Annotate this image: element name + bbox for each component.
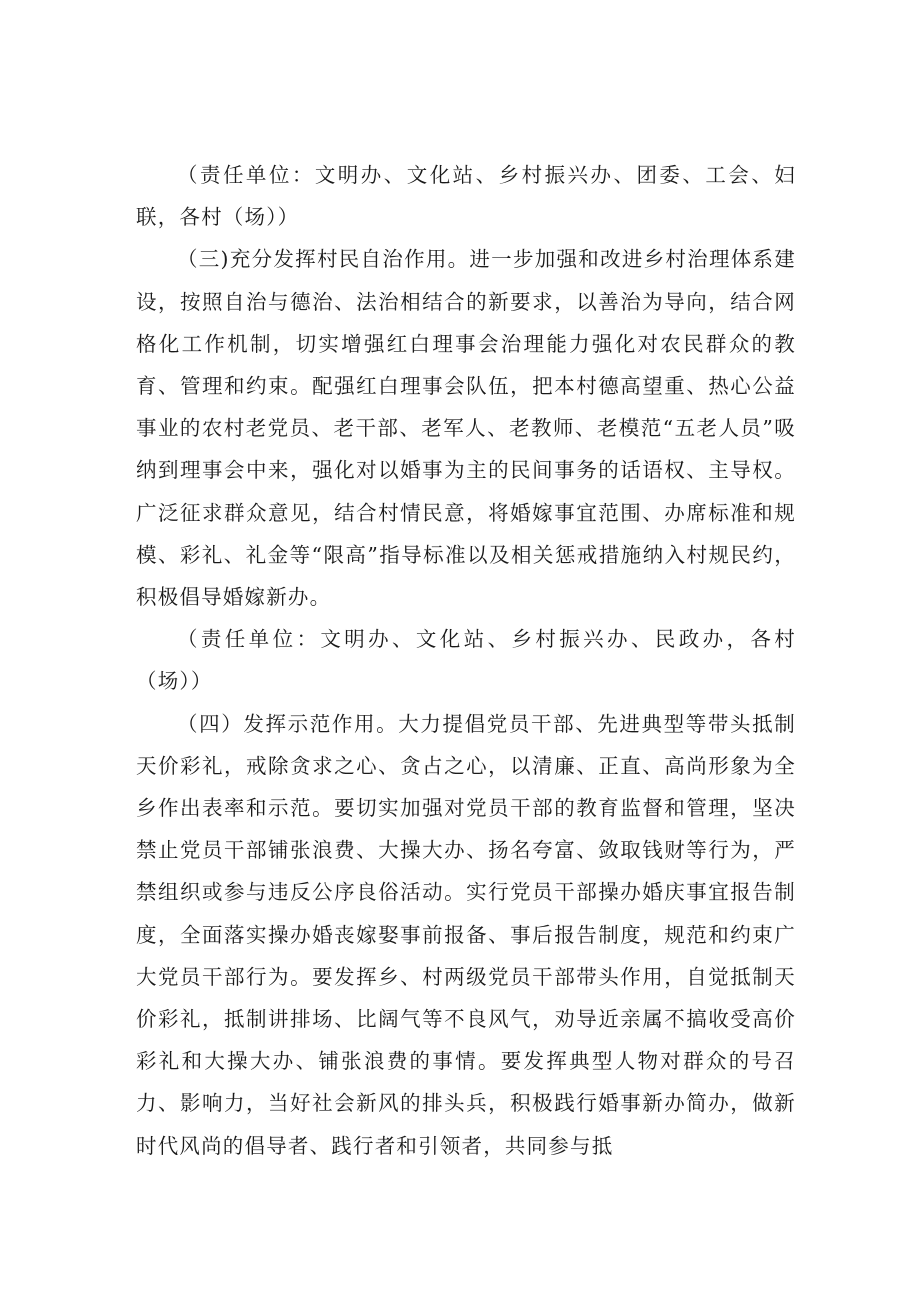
paragraph-responsibility-units-1: （责任单位：文明办、文化站、乡村振兴办、团委、工会、妇联，各村（场）） [136,163,796,230]
paragraph-section-three: （三)充分发挥村民自治作用。进一步加强和改进乡村治理体系建设，按照自治与德治、法治相结合的新要求，以善治为导向，结合网格化工作机制，切实增强红白理事会治理能力强化对农民群众的教育、管理和约束。配强红白理事会队伍，把本村德高望重、热心公益事业的农村老党员、老干部、老军人、老教师、老模范“五老人员”吸纳到理事会中来，强化对以婚事为主的民间事务的话语权、主导权。广泛征求群众意见，结合村情民意，将婚嫁事宜范围、办席标准和规模、彩礼、礼金等“限高”指导标准以及相关惩戒措施纳入村规民约，积极倡导婚嫁新办。 [136,247,796,610]
paragraph-responsibility-units-2: （责任单位：文明办、文化站、乡村振兴办、民政办，各村（场）） [136,627,796,694]
document-body [136,154,796,1167]
paragraph-section-four: （四）发挥示范作用。大力提倡党员干部、先进典型等带头抵制天价彩礼，戒除贪求之心、贪占之心，以清廉、正直、高尚形象为全乡作出表率和示范。要切实加强对党员干部的教育监督和管理，坚决禁止党员干部铺张浪费、大操大办、扬名夸富、敛取钱财等行为，严禁组织或参与违反公序良俗活动。实行党员干部操办婚庆事宜报告制度，全面落实操办婚丧嫁娶事前报备、事后报告制度，规范和约束广大党员干部行为。要发挥乡、村两级党员干部带头作用，自觉抵制天价彩礼，抵制讲排场、比阔气等不良风气，劝导近亲属不搞收受高价彩礼和大操大办、铺张浪费的事情。要发挥典型人物对群众的号召力、影响力，当好社会新风的排头兵，积极践行婚事新办简办，做新时代风尚的倡导者、践行者和引领者，共同参与抵 [136,711,796,1158]
